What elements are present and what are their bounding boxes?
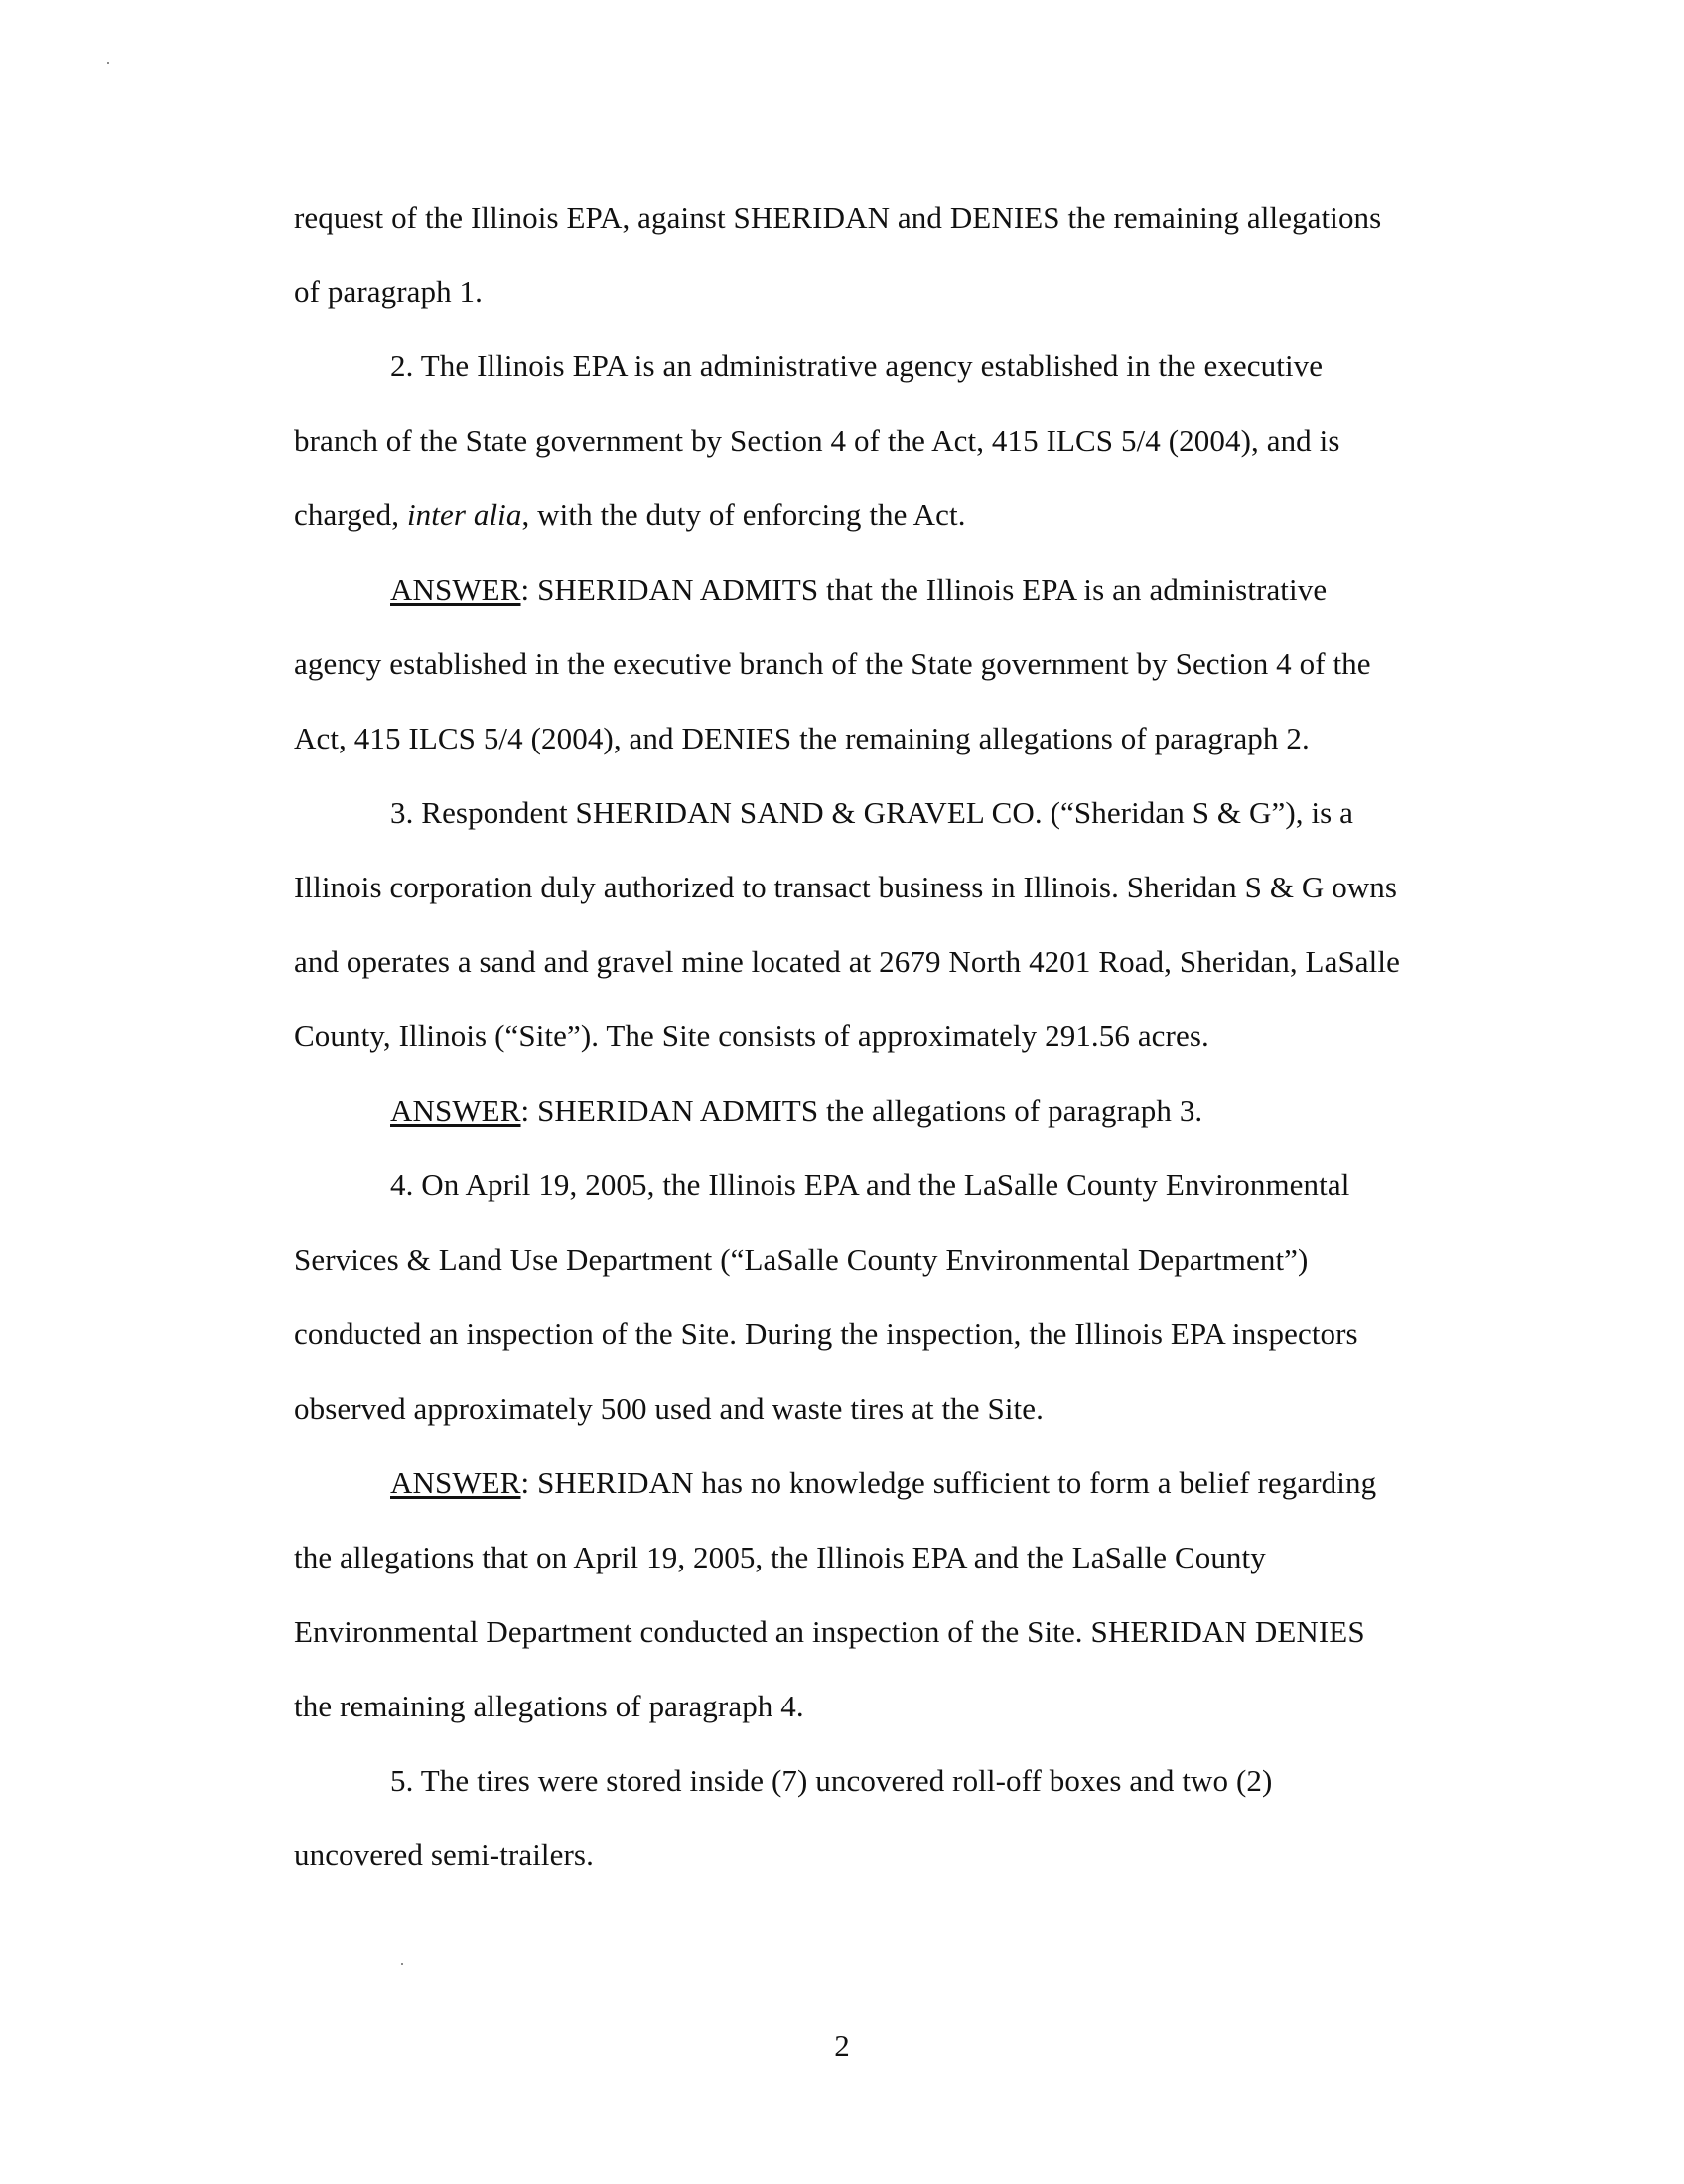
p2-line-1: 2. The Illinois EPA is an administrative agency established in the executive [390,348,1324,383]
p5-line-2: uncovered semi-trailers. [294,1838,594,1872]
answer-3-line-1 [390,1093,1202,1129]
p1-line-2: of paragraph 1. [294,274,483,309]
answer-2-line-3: Act, 415 ILCS 5/4 (2004), and DENIES the remaining allegations of paragraph 2. [294,721,1310,755]
p2-line-2: branch of the State government by Section 4 of the Act, 415 ILCS 5/4 (2004), and is [294,423,1340,458]
answer-label: ANSWER [390,572,521,607]
page-number: 2 [834,2028,850,2063]
p1-line-1: request of the Illinois EPA, against SHERIDAN and DENIES the remaining allegations [294,201,1382,235]
answer-4-line-1 [390,1465,1376,1501]
p2-line-3 [294,497,966,533]
answer-label: ANSWER [390,1093,521,1128]
p5-line-1: 5. The tires were stored inside (7) uncovered roll-off boxes and two (2) [390,1763,1273,1798]
answer-2-first-line: : SHERIDAN ADMITS that the Illinois EPA is an administrative [520,572,1328,607]
answer-4-line-2: the allegations that on April 19, 2005, the Illinois EPA and the LaSalle County [294,1540,1266,1574]
answer-2-line-1 [390,572,1327,608]
answer-2-line-2: agency established in the executive branch of the State government by Section 4 of the [294,646,1371,681]
scan-speck [401,1963,403,1965]
answer-4-line-3: Environmental Department conducted an inspection of the Site. SHERIDAN DENIES [294,1614,1365,1649]
p3-line-2: Illinois corporation duly authorized to transact business in Illinois. Sheridan S & G owns [294,870,1398,904]
p3-line-4: County, Illinois (“Site”). The Site consists of approximately 291.56 acres. [294,1019,1209,1053]
p2-line-3-before: charged, [294,497,407,532]
p2-inter-alia: inter alia [406,497,522,532]
answer-label: ANSWER [390,1465,521,1500]
p2-line-3-after: , with the duty of enforcing the Act. [521,497,966,532]
answer-4-first-line: : SHERIDAN has no knowledge sufficient to form a belief regarding [520,1465,1377,1500]
p4-line-1: 4. On April 19, 2005, the Illinois EPA and the LaSalle County Environmental [390,1167,1350,1202]
p4-line-3: conducted an inspection of the Site. During the inspection, the Illinois EPA inspectors [294,1316,1358,1351]
answer-4-line-4: the remaining allegations of paragraph 4. [294,1689,804,1723]
p3-line-1: 3. Respondent SHERIDAN SAND & GRAVEL CO. (“Sheridan S & G”), is a [390,795,1354,830]
p4-line-2: Services & Land Use Department (“LaSalle County Environmental Department”) [294,1242,1309,1277]
scan-speck [107,62,109,64]
p3-line-3: and operates a sand and gravel mine located at 2679 North 4201 Road, Sheridan, LaSalle [294,944,1400,979]
answer-3-first-line: : SHERIDAN ADMITS the allegations of paragraph 3. [520,1093,1203,1128]
p4-line-4: observed approximately 500 used and waste tires at the Site. [294,1391,1044,1426]
